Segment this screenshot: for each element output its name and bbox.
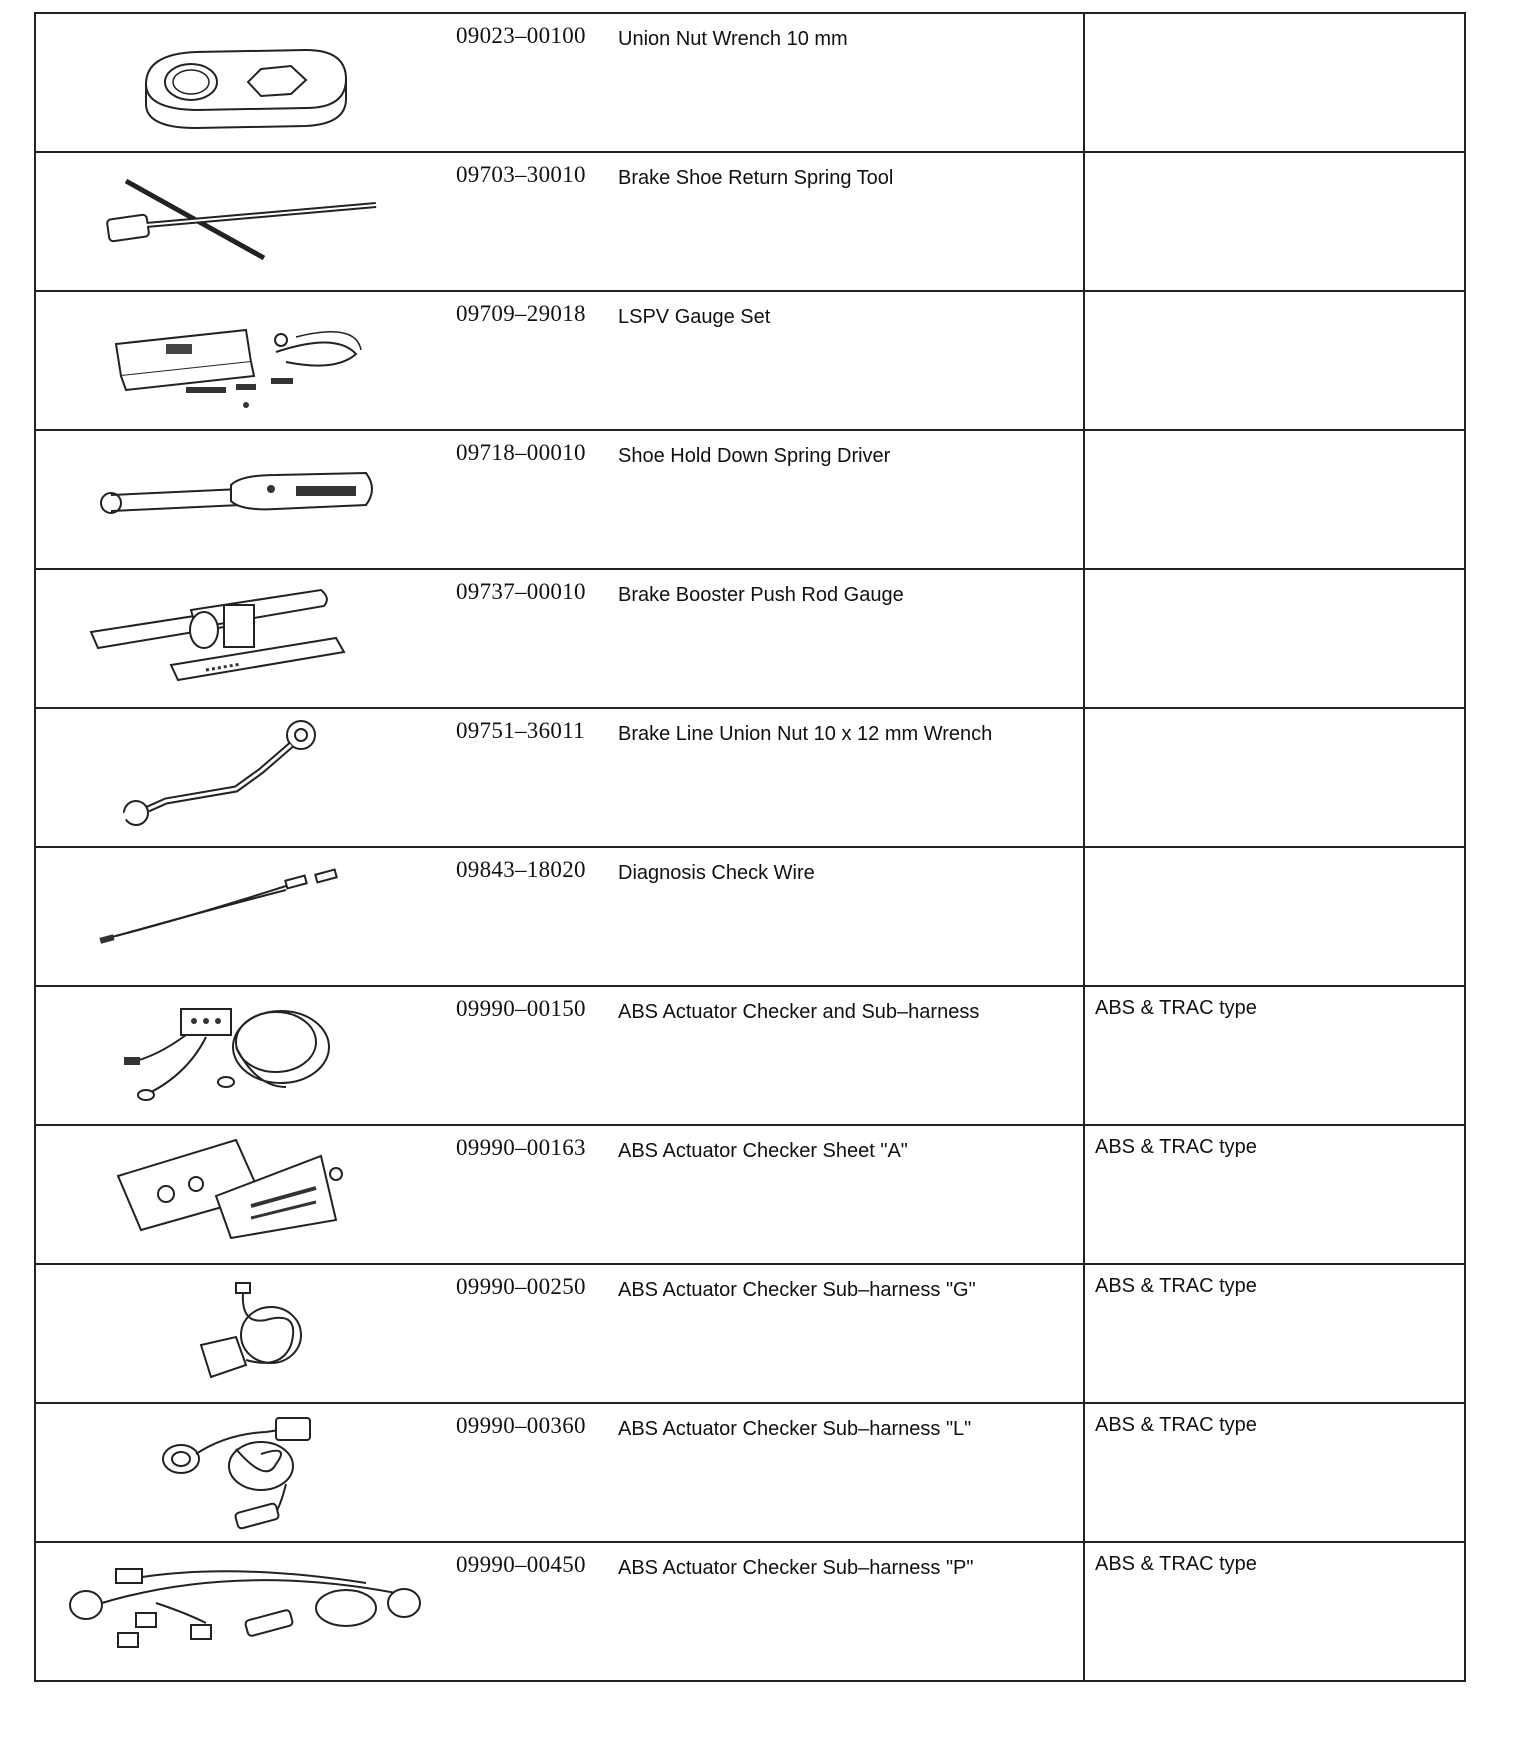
tool-name: ABS Actuator Checker Sub–harness "P" <box>618 1557 974 1579</box>
tool-note <box>1085 292 1464 302</box>
push-rod-gauge-icon <box>36 570 446 705</box>
part-number: 09751–36011 <box>456 718 585 743</box>
table-row <box>35 1403 1465 1542</box>
table-row <box>35 569 1465 708</box>
sub-harness-g-icon <box>36 1265 446 1400</box>
tool-illustration-cell <box>35 152 446 291</box>
special-service-tools-table <box>34 12 1466 1682</box>
part-number: 09843–18020 <box>456 857 586 882</box>
tool-name: Brake Booster Push Rod Gauge <box>618 584 904 606</box>
table-row <box>35 986 1465 1125</box>
tool-illustration-cell <box>35 1125 446 1264</box>
tool-name: ABS Actuator Checker and Sub–harness <box>618 1001 980 1023</box>
line-wrench-icon <box>36 709 446 844</box>
tool-name: Shoe Hold Down Spring Driver <box>618 445 891 467</box>
part-number: 09703–30010 <box>456 162 586 187</box>
tool-note: ABS & TRAC type <box>1095 1553 1257 1575</box>
sub-harness-p-icon <box>36 1543 446 1678</box>
table-row <box>35 152 1465 291</box>
part-number: 09990–00163 <box>456 1135 586 1160</box>
tool-note: ABS & TRAC type <box>1095 1414 1257 1436</box>
tool-note <box>1085 14 1464 24</box>
tool-note: ABS & TRAC type <box>1095 997 1257 1019</box>
tool-name: Union Nut Wrench 10 mm <box>618 28 848 50</box>
tool-illustration-cell <box>35 291 446 430</box>
tool-note <box>1085 431 1464 441</box>
tool-note: ABS & TRAC type <box>1095 1275 1257 1297</box>
tool-illustration-cell <box>35 986 446 1125</box>
tool-name: Brake Line Union Nut 10 x 12 mm Wrench <box>618 723 993 745</box>
part-number: 09737–00010 <box>456 579 586 604</box>
part-number: 09990–00450 <box>456 1552 586 1577</box>
spring-driver-icon <box>36 431 446 566</box>
table-row <box>35 291 1465 430</box>
tool-note <box>1085 709 1464 719</box>
table-row <box>35 1264 1465 1403</box>
part-number: 09990–00250 <box>456 1274 586 1299</box>
sub-harness-l-icon <box>36 1404 446 1539</box>
part-number: 09023–00100 <box>456 23 586 48</box>
table-row <box>35 1542 1465 1681</box>
tool-note <box>1085 153 1464 163</box>
part-number: 09990–00360 <box>456 1413 586 1438</box>
tool-name: ABS Actuator Checker Sub–harness "L" <box>618 1418 972 1440</box>
table-row <box>35 708 1465 847</box>
tool-illustration-cell <box>35 1264 446 1403</box>
table-row <box>35 1125 1465 1264</box>
spring-tool-icon <box>36 153 446 288</box>
tool-illustration-cell <box>35 430 446 569</box>
tool-name: ABS Actuator Checker Sheet "A" <box>618 1140 908 1162</box>
checker-sheet-icon <box>36 1126 446 1261</box>
part-number: 09990–00150 <box>456 996 586 1021</box>
tool-illustration-cell <box>35 1403 446 1542</box>
table-row <box>35 13 1465 152</box>
tool-name: Diagnosis Check Wire <box>618 862 815 884</box>
check-wire-icon <box>36 848 446 983</box>
tool-name: Brake Shoe Return Spring Tool <box>618 167 894 189</box>
tool-illustration-cell <box>35 708 446 847</box>
tool-illustration-cell <box>35 847 446 986</box>
tool-name: LSPV Gauge Set <box>618 306 771 328</box>
tool-illustration-cell <box>35 569 446 708</box>
tool-note: ABS & TRAC type <box>1095 1136 1257 1158</box>
tool-note <box>1085 570 1464 580</box>
union-nut-wrench-icon <box>36 14 446 149</box>
actuator-checker-icon <box>36 987 446 1122</box>
table-row <box>35 847 1465 986</box>
part-number: 09709–29018 <box>456 301 586 326</box>
tool-name: ABS Actuator Checker Sub–harness "G" <box>618 1279 976 1301</box>
tool-illustration-cell <box>35 1542 446 1681</box>
table-row <box>35 430 1465 569</box>
part-number: 09718–00010 <box>456 440 586 465</box>
gauge-set-icon <box>36 292 446 427</box>
tool-note <box>1085 848 1464 858</box>
tool-illustration-cell <box>35 13 446 152</box>
